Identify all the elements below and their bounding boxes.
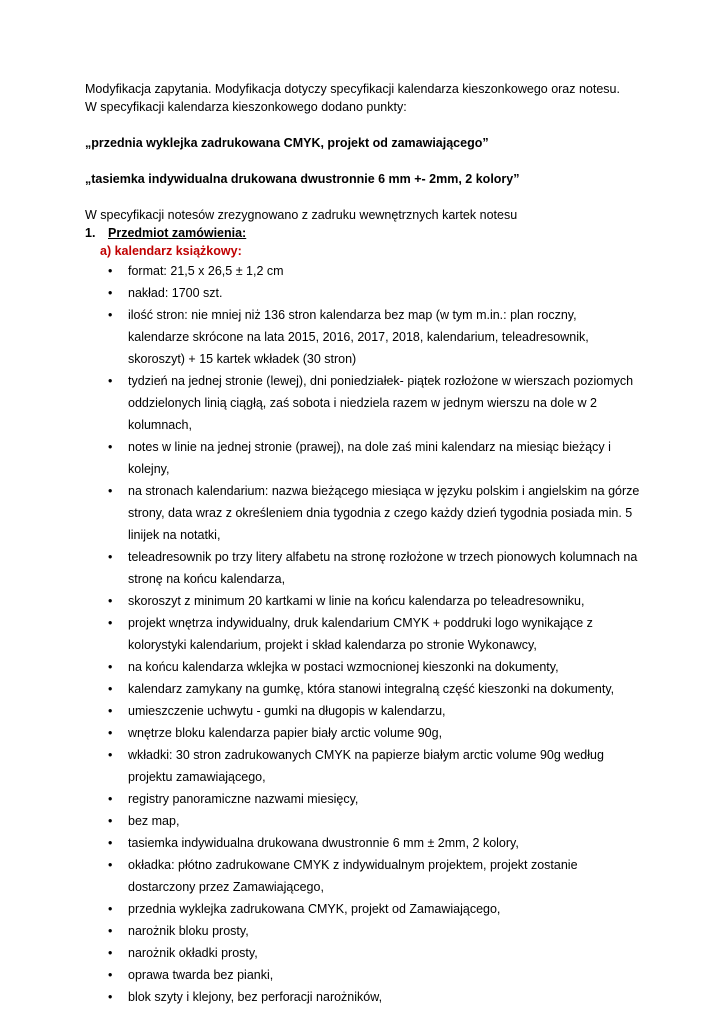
bullet-text: tydzień na jednej stronie (lewej), dni poniedziałek- piątek rozłożone w wierszach poziomych oddzielonych linią ciągłą, zaś sobota i niedziela razem w jednym wierszu na dole w 2 kolumnach, — [128, 374, 634, 432]
bullet-text: teleadresownik po trzy litery alfabetu na stronę rozłożone w trzech pionowych kolumnach na stronę na końcu kalendarza, — [128, 550, 638, 586]
bullet-text: notes w linie na jednej stronie (prawej), na dole zaś mini kalendarz na miesiąc bieżący i kolejny, — [128, 440, 611, 476]
bullet-icon: • — [108, 748, 113, 762]
subsection-label: a) kalendarz książkowy: — [100, 244, 242, 258]
bullet-icon: • — [108, 308, 113, 322]
bullet-icon: • — [108, 440, 113, 454]
bullet-item — [108, 810, 640, 832]
bullet-item — [108, 920, 640, 942]
bullet-item — [108, 546, 640, 590]
bullet-text: przednia wyklejka zadrukowana CMYK, projekt od Zamawiającego, — [128, 902, 501, 916]
bullet-icon: • — [108, 594, 113, 608]
bullet-item — [108, 788, 640, 810]
bullet-item — [108, 898, 640, 920]
bullet-icon: • — [108, 990, 113, 1004]
bullet-item — [108, 656, 640, 678]
bullet-icon: • — [108, 946, 113, 960]
bullet-icon: • — [108, 792, 113, 806]
bullet-icon: • — [108, 814, 113, 828]
section-number: 1. — [85, 226, 96, 240]
bullet-icon: • — [108, 286, 113, 300]
bullet-text: blok szyty i klejony, bez perforacji narożników, — [128, 990, 383, 1004]
bullet-text: nakład: 1700 szt. — [128, 286, 223, 300]
bullet-icon: • — [108, 836, 113, 850]
bullet-text: kalendarz zamykany na gumkę, która stanowi integralną część kieszonki na dokumenty, — [128, 682, 615, 696]
bullet-item — [108, 678, 640, 700]
intro-paragraph-line-2: W specyfikacji kalendarza kieszonkowego dodano punkty: — [85, 100, 407, 114]
bullet-item — [108, 854, 640, 898]
bullet-text: bez map, — [128, 814, 180, 828]
bullet-icon: • — [108, 484, 113, 498]
bullet-item — [108, 590, 640, 612]
notes-change-paragraph: W specyfikacji notesów zrezygnowano z zadruku wewnętrznych kartek notesu — [85, 208, 518, 222]
bullet-text: narożnik okładki prosty, — [128, 946, 258, 960]
bullet-icon: • — [108, 550, 113, 564]
bullet-item — [108, 986, 640, 1008]
bullet-icon: • — [108, 374, 113, 388]
bullet-item — [108, 436, 640, 480]
bullet-item — [108, 832, 640, 854]
bullet-text: wkładki: 30 stron zadrukowanych CMYK na papierze białym arctic volume 90g według projektu zamawiającego, — [128, 748, 604, 784]
bullet-text: na końcu kalendarza wklejka w postaci wzmocnionej kieszonki na dokumenty, — [128, 660, 559, 674]
section-title: Przedmiot zamówienia: — [108, 226, 247, 240]
bullet-item — [108, 700, 640, 722]
bullet-text: format: 21,5 x 26,5 ± 1,2 cm — [128, 264, 284, 278]
bullet-icon: • — [108, 968, 113, 982]
bullet-icon: • — [108, 682, 113, 696]
bullet-item — [108, 744, 640, 788]
bullet-text: registry panoramiczne nazwami miesięcy, — [128, 792, 359, 806]
bullet-icon: • — [108, 924, 113, 938]
bullet-item — [108, 722, 640, 744]
bullet-icon: • — [108, 264, 113, 278]
bullet-text: wnętrze bloku kalendarza papier biały arctic volume 90g, — [128, 726, 443, 740]
bullet-text: oprawa twarda bez pianki, — [128, 968, 274, 982]
bullet-item — [108, 480, 640, 546]
added-point-1: „przednia wyklejka zadrukowana CMYK, projekt od zamawiającego” — [85, 136, 489, 150]
bullet-icon: • — [108, 726, 113, 740]
bullet-icon: • — [108, 858, 113, 872]
bullet-item — [108, 304, 640, 370]
bullet-text: na stronach kalendarium: nazwa bieżącego miesiąca w języku polskim i angielskim na górze strony, data wraz z określeniem dnia tygodnia z czego każdy dzień tygodnia posiada min. 5 linijek na notatki, — [128, 484, 640, 542]
bullet-text: projekt wnętrza indywidualny, druk kalendarium CMYK + poddruki logo wynikające z kolorystyki kalendarium, projekt i skład kalendarza po stronie Wykonawcy, — [128, 616, 593, 652]
bullet-item — [108, 370, 640, 436]
bullet-item — [108, 942, 640, 964]
bullet-text: umieszczenie uchwytu - gumki na długopis w kalendarzu, — [128, 704, 446, 718]
bullet-icon: • — [108, 660, 113, 674]
bullet-text: okładka: płótno zadrukowane CMYK z indywidualnym projektem, projekt zostanie dostarczony przez Zamawiającego, — [128, 858, 578, 894]
bullet-item — [108, 282, 640, 304]
added-point-2: „tasiemka indywidualna drukowana dwustronnie 6 mm +- 2mm, 2 kolory” — [85, 172, 520, 186]
bullet-text: skoroszyt z minimum 20 kartkami w linie na końcu kalendarza po teleadresowniku, — [128, 594, 585, 608]
bullet-item — [108, 260, 640, 282]
bullet-item — [108, 964, 640, 986]
intro-paragraph-line-1: Modyfikacja zapytania. Modyfikacja dotyczy specyfikacji kalendarza kieszonkowego oraz notesu. — [85, 82, 620, 96]
bullet-icon: • — [108, 902, 113, 916]
bullet-icon: • — [108, 616, 113, 630]
bullet-item — [108, 612, 640, 656]
bullet-text: ilość stron: nie mniej niż 136 stron kalendarza bez map (w tym m.in.: plan roczny, kalendarze skrócone na lata 2015, 2016, 2017, 2018, kalendarium, teleadresownik, skoroszyt) + 15 kartek wkładek (30 stron) — [128, 308, 589, 366]
bullet-text: narożnik bloku prosty, — [128, 924, 249, 938]
bullet-icon: • — [108, 704, 113, 718]
section-heading — [85, 224, 640, 242]
bullet-text: tasiemka indywidualna drukowana dwustronnie 6 mm ± 2mm, 2 kolory, — [128, 836, 519, 850]
bullet-list — [108, 260, 640, 1008]
